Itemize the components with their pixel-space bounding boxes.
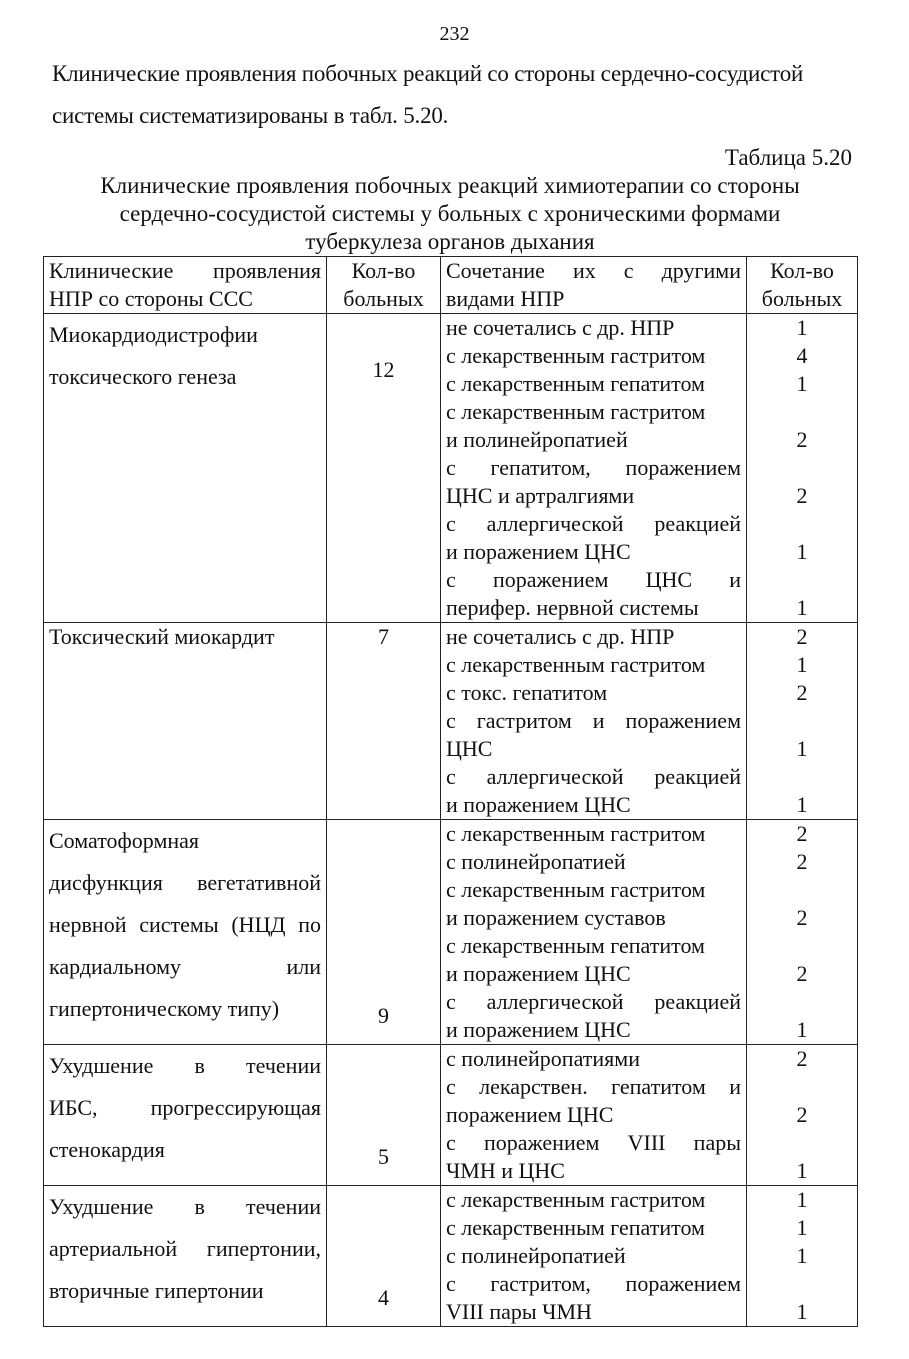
combination-text: с лекарственным гепатитом [446,371,705,396]
combination-text: с токс. гепатитом [446,680,608,705]
combination-text: с полинейропатией [446,849,626,874]
patient-count-cell [327,1045,441,1186]
combination-text: и поражением ЦНС [446,1017,631,1042]
header-text: видами НПР [446,286,565,311]
combination-count: 2 [796,1046,808,1071]
table-row [44,820,858,1045]
header-text: больных [343,286,424,311]
combination-text: с аллергической реакцией [446,989,741,1014]
combination-count [752,707,852,735]
combination-count: 1 [796,1215,808,1240]
combination-count: 2 [796,905,808,930]
manifestation-text: Токсический миокардит [49,624,275,649]
combination-count: 2 [796,624,808,649]
table-label: Таблица 5.20 [724,145,852,170]
combination-count [752,932,852,960]
manifestation-text: Соматоформная [49,828,200,853]
manifestation-text: Ухудшение в течении [49,1053,321,1078]
combination-count: 1 [796,595,808,620]
manifestation-text: артериальной гипертонии, [49,1236,321,1261]
combination-count [752,1073,852,1101]
table-row [44,1045,858,1186]
intro-line-1: Клинические проявления побочных реакций со стороны сердечно-сосудистой [52,61,804,86]
manifestation-text: Миокардиодистрофии [49,322,258,347]
combination-count: 1 [796,1017,808,1042]
caption-line: Клинические проявления побочных реакций химиотерапии со стороны [100,173,800,198]
combinations-cell [441,820,747,1045]
header-text: Кол-во [770,258,834,283]
caption-line: туберкулеза органов дыхания [305,229,595,254]
combination-count: 1 [796,1299,808,1324]
header-text: Кол-во [351,258,416,283]
header-text: Клинические проявления [49,258,321,283]
combination-count: 1 [796,792,808,817]
combination-count [752,876,852,904]
combination-counts-cell [747,1186,858,1327]
combination-count [752,510,852,538]
combination-count: 1 [796,1243,808,1268]
manifestation-text: ИБС, прогрессирующая [49,1095,321,1120]
table-row [44,1186,858,1327]
combination-count: 1 [796,652,808,677]
manifestation-text: токсического генеза [49,364,237,389]
header-text: Сочетание их с другими [446,258,741,283]
table-row [44,314,858,623]
combination-text: с аллергической реакцией [446,511,741,536]
combination-text: ЦНС [446,736,493,761]
combination-count [752,398,852,426]
manifestation-cell [44,623,327,820]
patient-count-cell [327,1186,441,1327]
combinations-cell [441,1186,747,1327]
combination-text: перифер. нервной системы [446,595,699,620]
table-body [44,314,858,1327]
header-manifestations [44,257,327,314]
combination-count: 1 [796,1158,808,1183]
combinations-cell [441,1045,747,1186]
combination-text: с поражением ЦНС и [446,567,741,592]
combination-count: 2 [796,427,808,452]
combination-counts-cell [747,1045,858,1186]
combination-count: 2 [796,821,808,846]
manifestation-cell [44,1186,327,1327]
combination-count: 1 [796,1187,808,1212]
combination-text: не сочетались с др. НПР [446,315,675,340]
combination-count: 1 [796,736,808,761]
patient-count: 7 [378,624,389,649]
combination-text: и поражением ЦНС [446,961,631,986]
table-caption [50,172,850,256]
combination-text: поражением ЦНС [446,1102,614,1127]
manifestation-text: кардиальному или [49,954,321,979]
combination-text: ЦНС и артралгиями [446,483,635,508]
combination-count: 2 [796,849,808,874]
combination-count: 1 [796,371,808,396]
combination-text: с гепатитом, поражением [446,455,741,480]
combinations-cell [441,623,747,820]
combination-count: 2 [796,1102,808,1127]
manifestation-cell [44,314,327,623]
combination-text: и поражением суставов [446,905,666,930]
patient-count-cell [327,623,441,820]
page-number: 232 [439,23,470,45]
combination-text: с лекарственным гастритом [446,1187,706,1212]
table-row [44,623,858,820]
combination-text: с лекарственным гастритом [446,399,706,424]
table-header-row [44,257,858,314]
combination-count [752,988,852,1016]
manifestation-text: стенокардия [49,1137,165,1162]
combination-text: с лекарственным гастритом [446,652,706,677]
manifestation-text: гипертоническому типу) [49,996,280,1021]
header-text: НПР со стороны ССС [49,286,253,311]
combination-text: с аллергической реакцией [446,764,741,789]
manifestation-cell [44,1045,327,1186]
combination-counts-cell [747,314,858,623]
combination-counts-cell [747,820,858,1045]
combination-text: и поражением ЦНС [446,539,631,564]
manifestation-text: нервной системы (НЦД по [49,912,321,937]
patient-count-cell [327,314,441,623]
combination-count [752,566,852,594]
combination-count: 2 [796,483,808,508]
manifestation-text: Ухудшение в течении [49,1194,321,1219]
combination-text: с лекарственным гепатитом [446,933,705,958]
combination-counts-cell [747,623,858,820]
patient-count: 4 [378,1285,389,1310]
combination-text: с лекарственным гастритом [446,343,706,368]
patient-count-cell [327,820,441,1045]
manifestation-cell [44,820,327,1045]
manifestation-text: дисфункция вегетативной [49,870,321,895]
combination-count [752,454,852,482]
combination-count: 2 [796,680,808,705]
patient-count: 5 [378,1144,389,1169]
combination-text: с полинейропатией [446,1243,626,1268]
patient-count: 9 [378,1003,389,1028]
combination-count: 4 [796,343,808,368]
combination-text: VIII пары ЧМН [446,1299,592,1324]
combination-text: с поражением VIII пары [446,1130,741,1155]
manifestation-text: вторичные гипертонии [49,1278,264,1303]
caption-line: сердечно-сосудистой системы у больных с хроническими формами [119,201,781,226]
header-count [327,257,441,314]
combination-count: 2 [796,961,808,986]
combination-text: с лекарственным гепатитом [446,1215,705,1240]
combination-text: ЧМН и ЦНС [446,1158,565,1183]
combination-count: 1 [796,315,808,340]
combination-text: с лекарственным гастритом [446,821,706,846]
combination-count [752,763,852,791]
combination-text: с лекарствен. гепатитом и [446,1074,741,1099]
intro-line-2: системы систематизированы в табл. 5.20. [52,103,449,128]
combination-count [752,1129,852,1157]
combination-text: с гастритом, поражением [446,1271,741,1296]
adverse-reactions-table [43,256,858,1327]
patient-count: 12 [372,357,395,382]
combination-text: с полинейропатиями [446,1046,640,1071]
combinations-cell [441,314,747,623]
combination-count: 1 [796,539,808,564]
header-combination-count [747,257,858,314]
combination-text: с лекарственным гастритом [446,877,706,902]
header-text: больных [761,286,843,311]
combination-count [752,1270,852,1298]
combination-text: и поражением ЦНС [446,792,631,817]
combination-text: не сочетались с др. НПР [446,624,675,649]
header-combinations [441,257,747,314]
combination-text: с гастритом и поражением [446,708,741,733]
combination-text: и полинейропатией [446,427,628,452]
